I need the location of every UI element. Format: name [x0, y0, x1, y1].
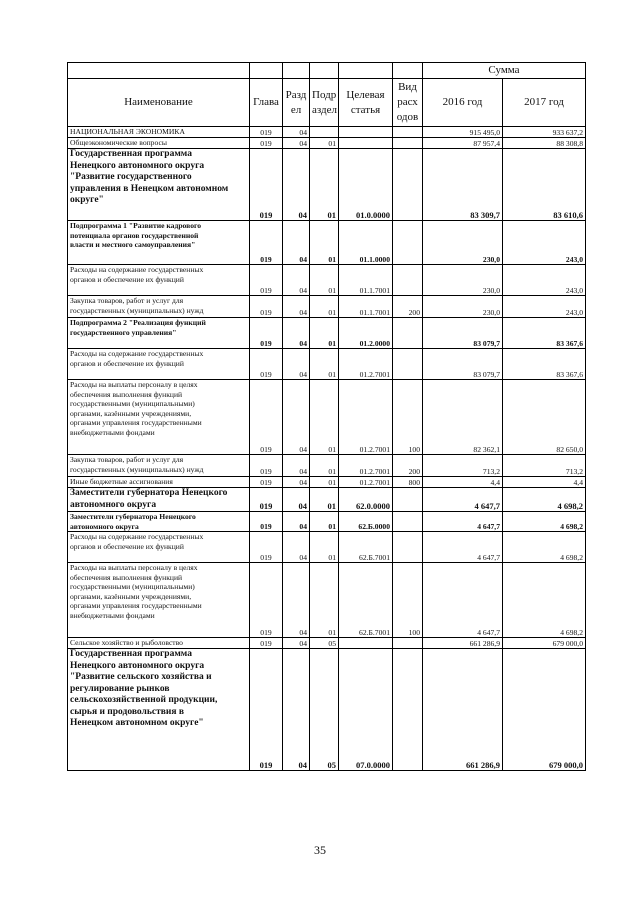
- row-value-2017-text: 83 367,6: [556, 369, 583, 379]
- row-razdel-text: 04: [299, 638, 307, 648]
- row-tselevaya-statya-text: 62.0.0000: [356, 500, 390, 511]
- row-razdel-text: 04: [299, 285, 307, 295]
- row-value-2016: [423, 512, 503, 532]
- row-glava-text: 019: [259, 500, 273, 511]
- row-name: [68, 296, 250, 318]
- row-value-2017: [503, 649, 586, 771]
- row-value-2017-text: 243,0: [565, 307, 583, 317]
- row-podrazdel: [310, 380, 339, 455]
- row-vid-raskhodov: [393, 138, 423, 149]
- row-name-text: Общеэкономические вопросы: [70, 138, 167, 147]
- table-row: [68, 127, 586, 138]
- row-podrazdel-text: 01: [328, 552, 336, 562]
- row-razdel-text: 04: [299, 444, 307, 454]
- row-tselevaya-statya-text: 01.1.7001: [359, 307, 390, 317]
- table-header: [68, 63, 586, 127]
- row-glava-text: 019: [260, 369, 272, 379]
- row-vid-raskhodov: [393, 649, 423, 771]
- row-glava-text: 019: [260, 285, 272, 295]
- header-blank-3: [283, 63, 310, 79]
- table-row: [68, 455, 586, 477]
- header-vid-raskhodov: Вид расх одов: [393, 79, 423, 127]
- row-vid-raskhodov: [393, 477, 423, 488]
- row-value-2016-text: 4 647,7: [474, 500, 500, 511]
- row-name-text: Заместители губернатора Ненецкого автономного округа: [70, 512, 196, 531]
- row-value-2016: [423, 455, 503, 477]
- row-podrazdel: [310, 149, 339, 221]
- table-row: [68, 318, 586, 349]
- header-blank-4: [310, 63, 339, 79]
- row-vid-raskhodov: [393, 455, 423, 477]
- table-body: [68, 127, 586, 771]
- row-name: [68, 488, 250, 512]
- row-razdel-text: 04: [299, 307, 307, 317]
- row-tselevaya-statya-text: 01.1.0000: [359, 254, 390, 264]
- row-value-2017: [503, 477, 586, 488]
- row-value-2017: [503, 221, 586, 265]
- row-name: [68, 649, 250, 771]
- row-tselevaya-statya-text: 01.2.7001: [359, 466, 390, 476]
- row-value-2017-text: 679 000,0: [549, 759, 583, 770]
- row-value-2016: [423, 138, 503, 149]
- row-value-2017: [503, 296, 586, 318]
- row-glava-text: 019: [259, 759, 273, 770]
- row-vid-raskhodov: [393, 349, 423, 380]
- row-tselevaya-statya: [339, 477, 393, 488]
- row-value-2017: [503, 138, 586, 149]
- row-vid-raskhodov: [393, 380, 423, 455]
- row-vid-raskhodov: [393, 296, 423, 318]
- row-value-2017: [503, 349, 586, 380]
- row-name: [68, 455, 250, 477]
- row-value-2016-text: 83 079,7: [473, 369, 500, 379]
- row-tselevaya-statya: [339, 221, 393, 265]
- row-value-2016-text: 4 647,7: [477, 521, 500, 531]
- header-podrazdel: Подр аздел: [310, 79, 339, 127]
- row-tselevaya-statya: [339, 649, 393, 771]
- row-name: [68, 638, 250, 649]
- header-razdel: Разд ел: [283, 79, 310, 127]
- row-tselevaya-statya: [339, 138, 393, 149]
- row-razdel: [283, 477, 310, 488]
- row-vid-raskhodov-text: 200: [408, 466, 420, 476]
- row-value-2017: [503, 149, 586, 221]
- row-glava-text: 019: [260, 338, 272, 348]
- row-tselevaya-statya: [339, 149, 393, 221]
- row-podrazdel-text: 01: [328, 444, 336, 454]
- row-razdel: [283, 265, 310, 296]
- row-razdel-text: 04: [298, 759, 307, 770]
- budget-table: [67, 62, 586, 771]
- row-glava: [250, 532, 283, 563]
- row-glava-text: 019: [259, 209, 273, 220]
- row-tselevaya-statya-text: 62.Б.7001: [359, 627, 390, 637]
- row-name: [68, 318, 250, 349]
- row-tselevaya-statya: [339, 455, 393, 477]
- row-value-2016: [423, 638, 503, 649]
- row-value-2017: [503, 380, 586, 455]
- row-razdel-text: 04: [299, 552, 307, 562]
- row-podrazdel-text: 01: [328, 285, 336, 295]
- row-podrazdel: [310, 455, 339, 477]
- row-name: [68, 127, 250, 138]
- row-vid-raskhodov: [393, 318, 423, 349]
- row-name: [68, 265, 250, 296]
- row-glava-text: 019: [260, 444, 272, 454]
- row-name: [68, 532, 250, 563]
- row-tselevaya-statya: [339, 318, 393, 349]
- row-value-2016-text: 83 079,7: [473, 338, 500, 348]
- row-tselevaya-statya: [339, 512, 393, 532]
- row-podrazdel: [310, 649, 339, 771]
- header-blank-6: [393, 63, 423, 79]
- row-value-2016: [423, 649, 503, 771]
- row-glava: [250, 563, 283, 638]
- row-vid-raskhodov: [393, 221, 423, 265]
- row-razdel-text: 04: [299, 338, 307, 348]
- header-2016: 2016 год: [423, 79, 503, 127]
- row-value-2017-text: 4 698,2: [557, 500, 583, 511]
- row-glava-text: 019: [260, 521, 272, 531]
- row-value-2017: [503, 127, 586, 138]
- row-value-2017-text: 83 610,6: [553, 209, 583, 220]
- row-name-text: Государственная программа Ненецкого автономного округа "Развитие сельского хозяйства и регулирование рынков сельскохозяйственной продукции, сырья и продовольствия в Ненецком автономном округе": [70, 649, 218, 728]
- table-row: [68, 265, 586, 296]
- row-name-text: Закупка товаров, работ и услуг для государственных (муниципальных) нужд: [70, 455, 204, 474]
- row-vid-raskhodov-text: 200: [408, 307, 420, 317]
- row-name-text: Расходы на содержание государственных органов и обеспечение их функций: [70, 532, 204, 551]
- row-tselevaya-statya: [339, 265, 393, 296]
- row-razdel: [283, 296, 310, 318]
- row-glava-text: 019: [260, 138, 272, 148]
- row-razdel: [283, 649, 310, 771]
- row-value-2017-text: 933 637,2: [552, 127, 583, 137]
- row-tselevaya-statya-text: 01.2.7001: [359, 477, 390, 487]
- row-name-text: Подпрограмма 1 "Развитие кадрового потенциала органов государственной власти и местного самоуправления": [70, 221, 202, 249]
- row-tselevaya-statya-text: 62.Б.0000: [358, 521, 390, 531]
- row-razdel: [283, 638, 310, 649]
- row-name: [68, 138, 250, 149]
- row-tselevaya-statya-text: 07.0.0000: [356, 759, 390, 770]
- row-glava: [250, 512, 283, 532]
- row-name: [68, 477, 250, 488]
- row-glava: [250, 455, 283, 477]
- row-value-2016: [423, 380, 503, 455]
- row-podrazdel: [310, 221, 339, 265]
- row-value-2016: [423, 265, 503, 296]
- row-glava-text: 019: [260, 127, 272, 137]
- row-tselevaya-statya-text: 01.1.7001: [359, 285, 390, 295]
- row-name: [68, 563, 250, 638]
- row-glava-text: 019: [260, 627, 272, 637]
- row-name: [68, 380, 250, 455]
- row-podrazdel-text: 05: [328, 638, 336, 648]
- row-glava: [250, 488, 283, 512]
- table-row: [68, 349, 586, 380]
- row-podrazdel: [310, 265, 339, 296]
- row-glava: [250, 649, 283, 771]
- table-row: [68, 649, 586, 771]
- row-glava-text: 019: [260, 466, 272, 476]
- row-razdel-text: 04: [299, 127, 307, 137]
- row-razdel: [283, 512, 310, 532]
- row-value-2017: [503, 265, 586, 296]
- row-value-2016-text: 230,0: [482, 307, 500, 317]
- budget-table-sheet: [67, 62, 586, 771]
- row-razdel-text: 04: [299, 521, 307, 531]
- header-blank-2: [250, 63, 283, 79]
- row-value-2016: [423, 318, 503, 349]
- row-value-2016: [423, 477, 503, 488]
- row-value-2016: [423, 488, 503, 512]
- row-value-2017-text: 4,4: [573, 477, 583, 487]
- row-value-2016-text: 87 957,4: [473, 138, 500, 148]
- row-value-2017-text: 83 367,6: [556, 338, 583, 348]
- row-name-text: Закупка товаров, работ и услуг для государственных (муниципальных) нужд: [70, 296, 204, 315]
- row-value-2016: [423, 532, 503, 563]
- row-value-2017-text: 4 698,2: [560, 552, 583, 562]
- row-podrazdel-text: 01: [327, 500, 336, 511]
- row-value-2016: [423, 563, 503, 638]
- row-value-2017: [503, 455, 586, 477]
- header-blank-5: [339, 63, 393, 79]
- row-name-text: Иные бюджетные ассигнования: [70, 477, 173, 486]
- row-value-2016: [423, 149, 503, 221]
- row-name-text: Заместители губернатора Ненецкого автономного округа: [70, 488, 228, 510]
- row-name-text: Подпрограмма 2 "Реализация функций государственного управления": [70, 318, 206, 337]
- row-value-2017-text: 679 000,0: [552, 638, 583, 648]
- row-vid-raskhodov: [393, 265, 423, 296]
- row-podrazdel: [310, 296, 339, 318]
- row-podrazdel-text: 01: [328, 369, 336, 379]
- row-podrazdel-text: 01: [328, 521, 336, 531]
- row-value-2016: [423, 127, 503, 138]
- row-podrazdel-text: 05: [327, 759, 336, 770]
- row-podrazdel: [310, 127, 339, 138]
- row-glava-text: 019: [260, 552, 272, 562]
- row-tselevaya-statya: [339, 127, 393, 138]
- row-razdel-text: 04: [299, 138, 307, 148]
- row-tselevaya-statya-text: 01.2.7001: [359, 369, 390, 379]
- row-vid-raskhodov: [393, 512, 423, 532]
- row-tselevaya-statya: [339, 488, 393, 512]
- table-row: [68, 380, 586, 455]
- row-value-2016: [423, 349, 503, 380]
- row-podrazdel: [310, 318, 339, 349]
- row-razdel-text: 04: [299, 369, 307, 379]
- row-value-2017-text: 4 698,2: [560, 521, 583, 531]
- row-tselevaya-statya-text: 01.2.7001: [359, 444, 390, 454]
- row-vid-raskhodov-text: 100: [408, 627, 420, 637]
- row-name: [68, 221, 250, 265]
- row-tselevaya-statya: [339, 563, 393, 638]
- row-vid-raskhodov: [393, 532, 423, 563]
- header-2017: 2017 год: [503, 79, 586, 127]
- row-podrazdel-text: 01: [328, 466, 336, 476]
- row-value-2016-text: 4 647,7: [477, 627, 500, 637]
- row-value-2017-text: 88 308,8: [556, 138, 583, 148]
- header-blank-1: [68, 63, 250, 79]
- row-razdel-text: 04: [299, 254, 307, 264]
- row-tselevaya-statya: [339, 296, 393, 318]
- row-value-2016-text: 230,0: [482, 285, 500, 295]
- row-razdel-text: 04: [299, 466, 307, 476]
- header-glava: Глава: [250, 79, 283, 127]
- row-name-text: Сельское хозяйство и рыболовство: [70, 638, 183, 647]
- row-value-2016: [423, 221, 503, 265]
- row-glava: [250, 349, 283, 380]
- table-row: [68, 138, 586, 149]
- header-tselevaya-statya: Целевая статья: [339, 79, 393, 127]
- row-podrazdel-text: 01: [328, 627, 336, 637]
- row-name: [68, 349, 250, 380]
- row-tselevaya-statya: [339, 380, 393, 455]
- row-name-text: Расходы на содержание государственных органов и обеспечение их функций: [70, 349, 204, 368]
- row-glava-text: 019: [260, 638, 272, 648]
- row-glava: [250, 138, 283, 149]
- row-glava: [250, 149, 283, 221]
- row-vid-raskhodov: [393, 563, 423, 638]
- row-vid-raskhodov: [393, 488, 423, 512]
- row-tselevaya-statya-text: 01.2.0000: [359, 338, 390, 348]
- row-podrazdel: [310, 638, 339, 649]
- row-tselevaya-statya: [339, 532, 393, 563]
- row-glava: [250, 477, 283, 488]
- row-podrazdel-text: 01: [328, 477, 336, 487]
- table-row: [68, 488, 586, 512]
- row-value-2017: [503, 318, 586, 349]
- table-row: [68, 563, 586, 638]
- row-name-text: НАЦИОНАЛЬНАЯ ЭКОНОМИКА: [70, 127, 185, 136]
- row-razdel: [283, 455, 310, 477]
- row-value-2016-text: 4 647,7: [477, 552, 500, 562]
- row-razdel-text: 04: [299, 627, 307, 637]
- page-number: 35: [314, 843, 326, 857]
- row-razdel-text: 04: [299, 477, 307, 487]
- row-value-2017-text: 243,0: [565, 254, 583, 264]
- row-value-2016-text: 661 286,9: [466, 759, 500, 770]
- row-razdel: [283, 349, 310, 380]
- row-value-2016: [423, 296, 503, 318]
- row-razdel: [283, 318, 310, 349]
- row-razdel: [283, 221, 310, 265]
- row-name-text: Расходы на выплаты персоналу в целях обеспечения выполнения функций государственными (муниципальными) органами, казёнными учреждениями, органами управления государственными внебюджетными фондами: [70, 380, 202, 437]
- row-vid-raskhodov: [393, 127, 423, 138]
- row-razdel: [283, 563, 310, 638]
- row-tselevaya-statya: [339, 638, 393, 649]
- row-value-2016-text: 4,4: [490, 477, 500, 487]
- row-podrazdel: [310, 512, 339, 532]
- header-summa: Сумма: [423, 63, 586, 79]
- row-value-2017: [503, 563, 586, 638]
- row-name-text: Государственная программа Ненецкого автономного округа "Развитие государственного управления в Ненецком автономном округе": [70, 149, 229, 205]
- row-razdel: [283, 488, 310, 512]
- row-value-2016-text: 915 495,0: [469, 127, 500, 137]
- table-row: [68, 512, 586, 532]
- row-value-2016-text: 83 309,7: [470, 209, 500, 220]
- row-razdel: [283, 138, 310, 149]
- row-name: [68, 149, 250, 221]
- row-podrazdel: [310, 349, 339, 380]
- row-value-2017: [503, 512, 586, 532]
- row-glava-text: 019: [260, 254, 272, 264]
- row-podrazdel: [310, 477, 339, 488]
- row-name: [68, 512, 250, 532]
- row-value-2017-text: 4 698,2: [560, 627, 583, 637]
- row-value-2017: [503, 532, 586, 563]
- row-value-2016-text: 230,0: [482, 254, 500, 264]
- row-glava: [250, 127, 283, 138]
- row-value-2016-text: 713,2: [482, 466, 500, 476]
- row-value-2017-text: 243,0: [565, 285, 583, 295]
- row-podrazdel-text: 01: [328, 307, 336, 317]
- table-row: [68, 221, 586, 265]
- row-podrazdel-text: 01: [328, 254, 336, 264]
- row-value-2017: [503, 488, 586, 512]
- row-glava-text: 019: [260, 307, 272, 317]
- row-podrazdel-text: 01: [327, 209, 336, 220]
- table-row: [68, 149, 586, 221]
- row-podrazdel: [310, 488, 339, 512]
- row-razdel: [283, 127, 310, 138]
- row-value-2016-text: 661 286,9: [469, 638, 500, 648]
- row-vid-raskhodov: [393, 149, 423, 221]
- row-glava-text: 019: [260, 477, 272, 487]
- table-row: [68, 532, 586, 563]
- row-podrazdel: [310, 532, 339, 563]
- row-razdel: [283, 149, 310, 221]
- row-tselevaya-statya-text: 62.Б.7001: [359, 552, 390, 562]
- row-razdel: [283, 532, 310, 563]
- row-name-text: Расходы на выплаты персоналу в целях обеспечения выполнения функций государственными (муниципальными) органами, казёнными учреждениями, органами управления государственными внебюджетными фондами: [70, 563, 202, 620]
- row-glava: [250, 221, 283, 265]
- row-value-2016-text: 82 362,1: [473, 444, 500, 454]
- row-glava: [250, 318, 283, 349]
- row-podrazdel: [310, 563, 339, 638]
- header-naimenovanie: Наименование: [68, 79, 250, 127]
- row-glava: [250, 380, 283, 455]
- row-razdel: [283, 380, 310, 455]
- row-razdel-text: 04: [298, 500, 307, 511]
- table-row: [68, 477, 586, 488]
- row-name-text: Расходы на содержание государственных органов и обеспечение их функций: [70, 265, 204, 284]
- row-podrazdel-text: 01: [328, 338, 336, 348]
- row-tselevaya-statya-text: 01.0.0000: [356, 209, 390, 220]
- table-row: [68, 296, 586, 318]
- row-glava: [250, 296, 283, 318]
- row-value-2017-text: 82 650,0: [556, 444, 583, 454]
- row-tselevaya-statya: [339, 349, 393, 380]
- row-vid-raskhodov: [393, 638, 423, 649]
- row-podrazdel: [310, 138, 339, 149]
- row-value-2017: [503, 638, 586, 649]
- table-row: [68, 638, 586, 649]
- row-vid-raskhodov-text: 800: [408, 477, 420, 487]
- row-value-2017-text: 713,2: [565, 466, 583, 476]
- row-podrazdel-text: 01: [328, 138, 336, 148]
- row-glava: [250, 638, 283, 649]
- row-razdel-text: 04: [298, 209, 307, 220]
- row-vid-raskhodov-text: 100: [408, 444, 420, 454]
- row-glava: [250, 265, 283, 296]
